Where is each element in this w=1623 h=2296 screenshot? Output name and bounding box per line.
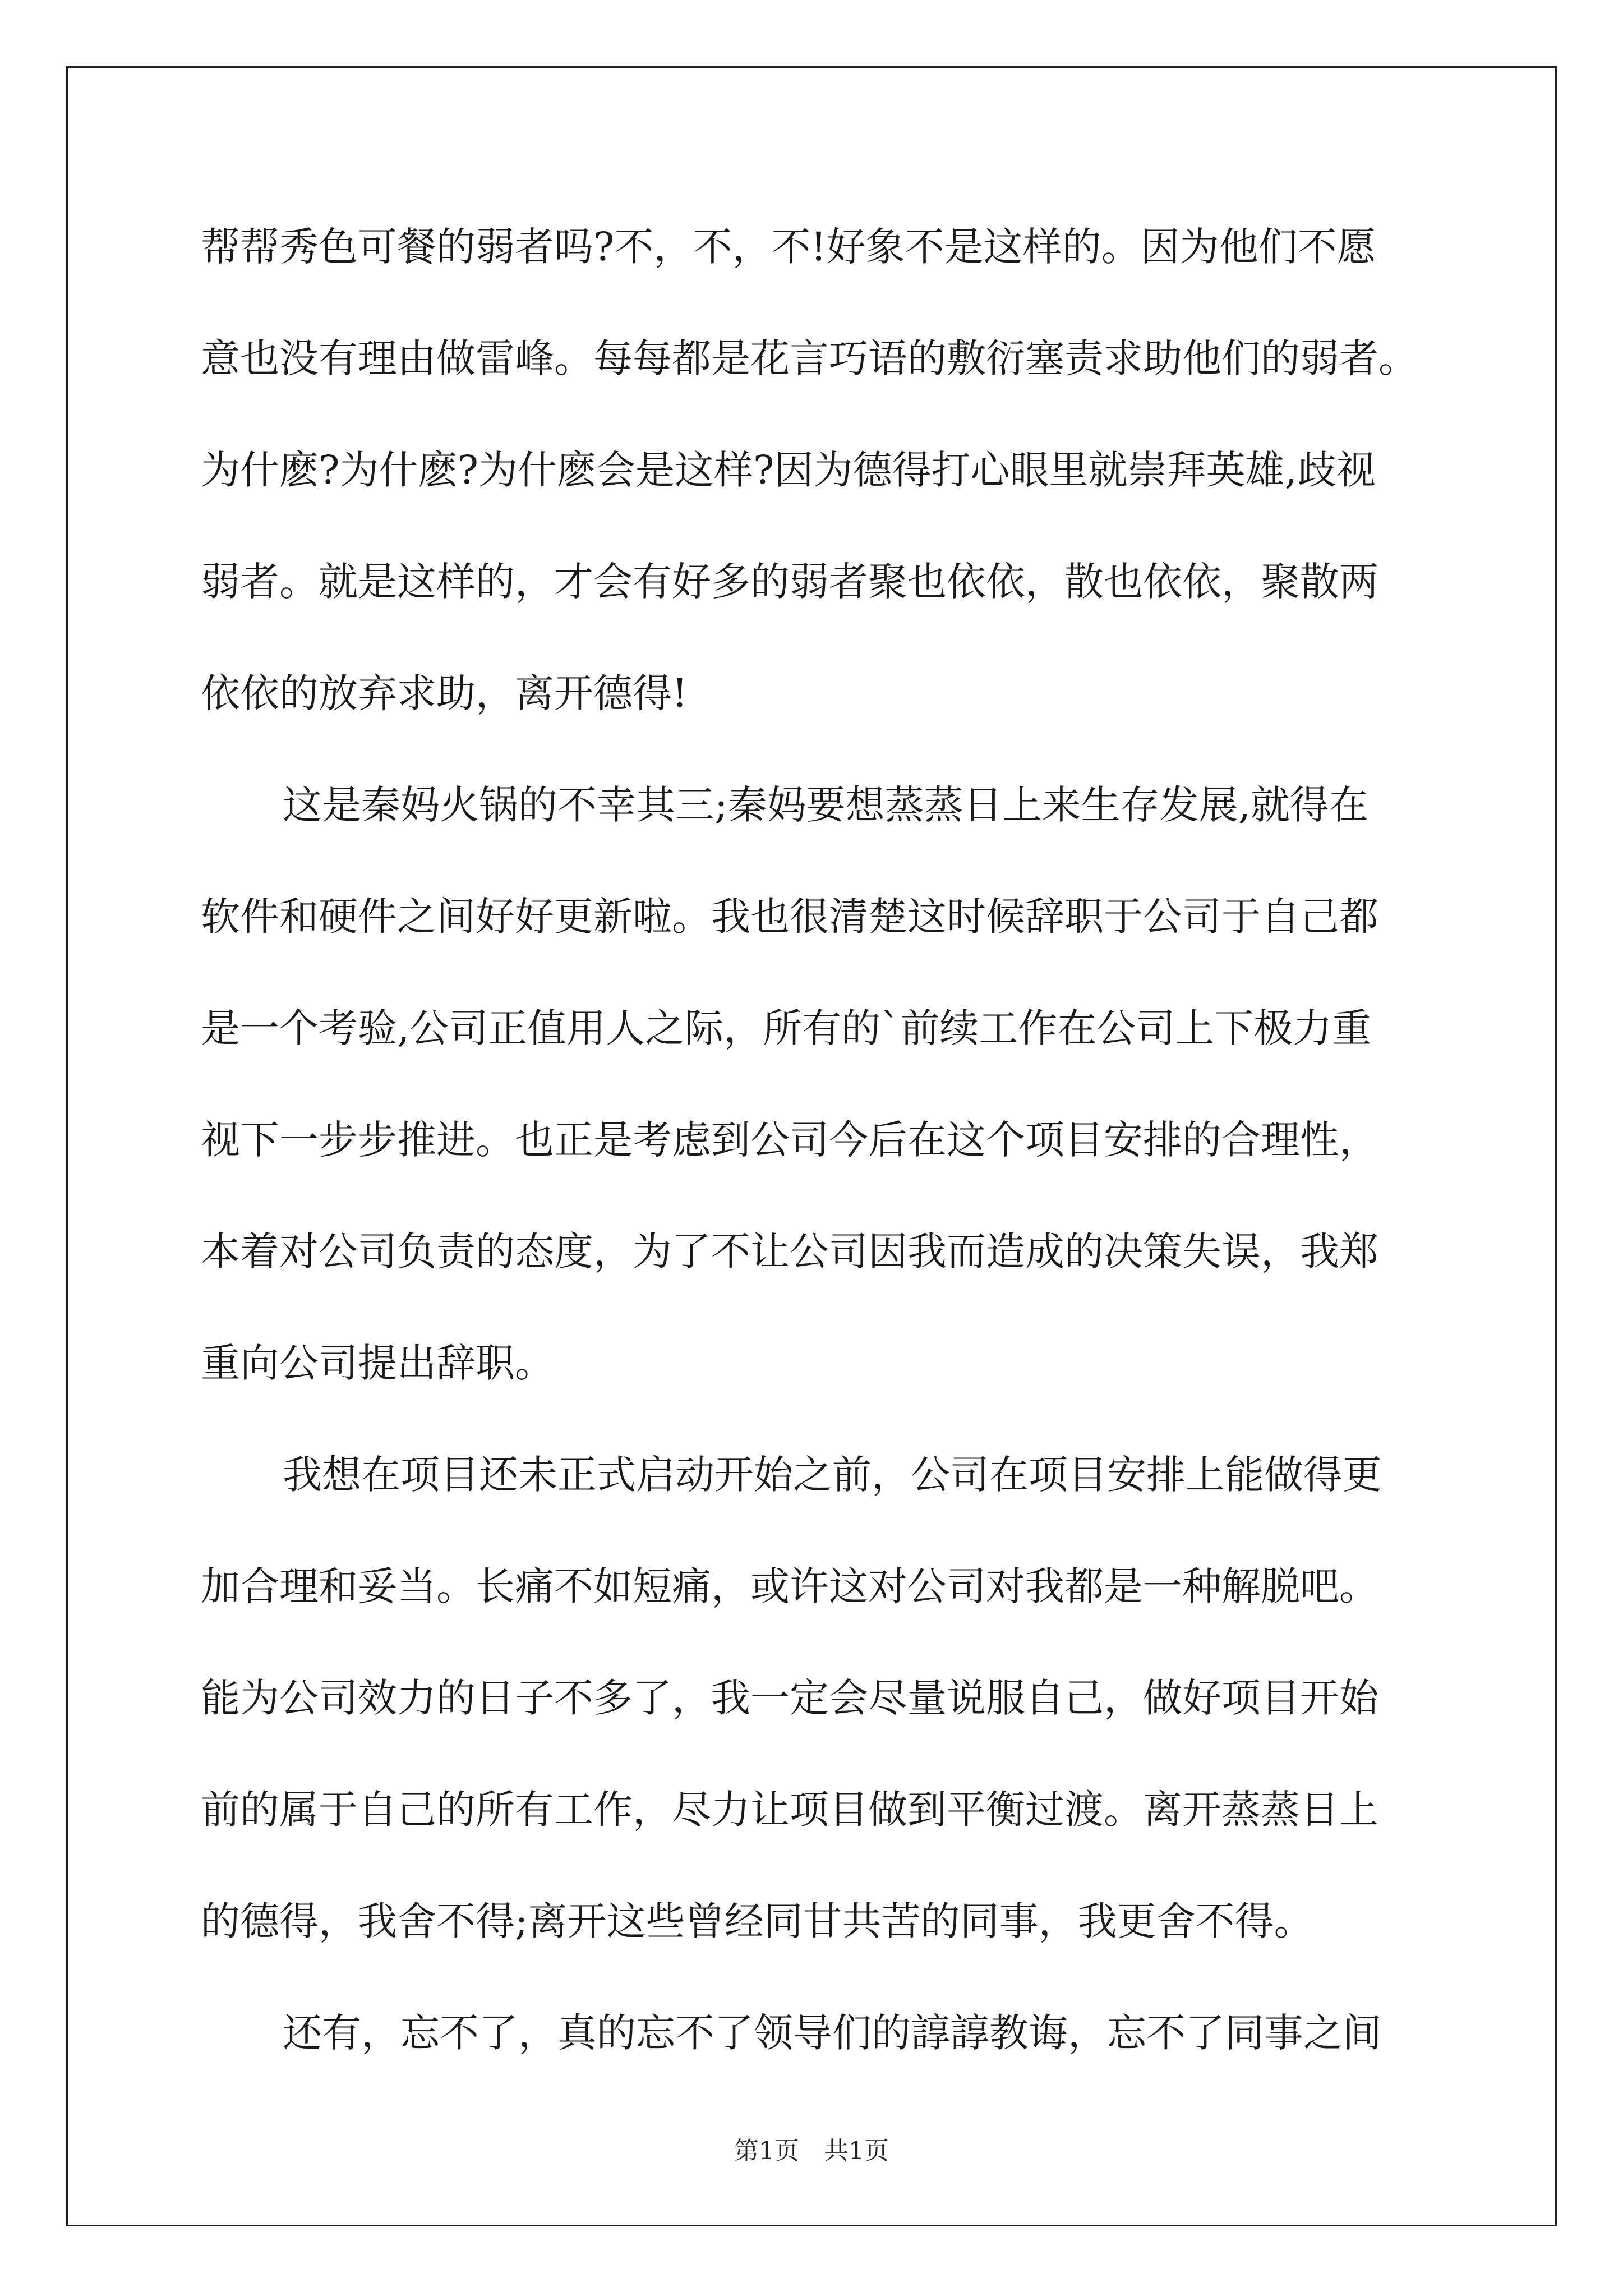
text-line: 为什麽?为什麽?为什麽会是这样?因为德得打心眼里就崇拜英雄,歧视 xyxy=(201,447,1376,493)
paragraph-start-line: 我想在项目还未正式启动开始之前，公司在项目安排上能做得更 xyxy=(283,1452,1382,1498)
text-line: 软件和硬件之间好好更新啦。我也很清楚这时候辞职于公司于自己都 xyxy=(201,894,1378,940)
text-line: 视下一步步推进。也正是考虑到公司今后在这个项目安排的合理性， xyxy=(201,1117,1378,1163)
text-line: 是一个考验,公司正值用人之际，所有的`前续工作在公司上下极力重 xyxy=(201,1005,1372,1051)
paragraph-start-line: 这是秦妈火锅的不幸其三;秦妈要想蒸蒸日上来生存发展,就得在 xyxy=(283,782,1368,828)
paragraph-start-line: 还有，忘不了，真的忘不了领导们的諄諄教诲，忘不了同事之间 xyxy=(283,2010,1382,2056)
text-line: 本着对公司负责的态度，为了不让公司因我而造成的决策失误，我郑 xyxy=(201,1228,1378,1274)
text-line: 加合理和妥当。长痛不如短痛，或许这对公司对我都是一种解脱吧。 xyxy=(201,1563,1378,1609)
text-line: 能为公司效力的日子不多了，我一定会尽量说服自己，做好项目开始 xyxy=(201,1675,1378,1721)
text-line: 意也没有理由做雷峰。每每都是花言巧语的敷衍塞责求助他们的弱者。 xyxy=(201,335,1418,381)
text-line: 的德得，我舍不得;离开这些曾经同甘共苦的同事，我更舍不得。 xyxy=(201,1898,1313,1944)
text-line: 前的属于自己的所有工作，尽力让项目做到平衡过渡。离开蒸蒸日上 xyxy=(201,1787,1378,1833)
text-line: 帮帮秀色可餐的弱者吗?不，不，不!好象不是这样的。因为他们不愿 xyxy=(201,224,1376,270)
text-line: 重向公司提出辞职。 xyxy=(201,1340,554,1386)
text-line: 依依的放弃求助，离开德得! xyxy=(201,670,688,716)
page-number-footer: 第1页 共1页 xyxy=(734,2137,889,2165)
text-line: 弱者。就是这样的，才会有好多的弱者聚也依依，散也依依，聚散两 xyxy=(201,559,1378,605)
